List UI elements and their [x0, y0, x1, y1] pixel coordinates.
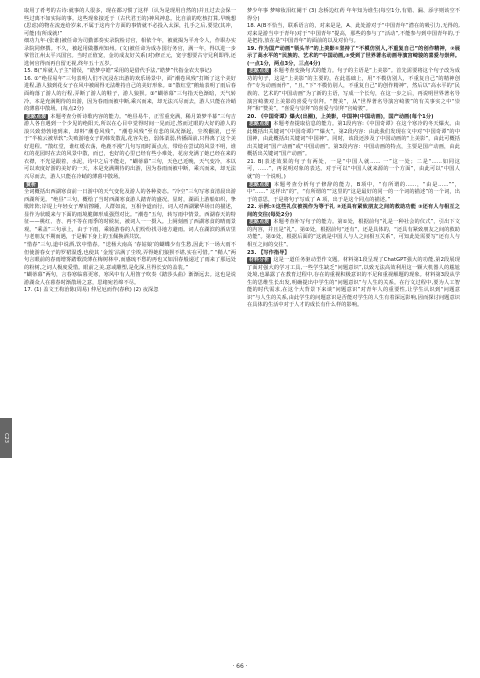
tip-text: 本题考查分析诗歌内容的能力。“绝昼易牛，正雪重充满，稀月萧梦半幕”三句吉游人各自遇到一个少见的绝阳天,所以在心目中觉得时间一晃而过,然而过眼的大好的游人的浪兴致勃勃地到来，却料“潮卷风残”，“潮卷风残”至有悲的凤况渐起，尘埃翻滚，已至于“半梳云被草软”;失败游地女子的韩发散乱,花容失色，弱体柔弱,传播面前,只得离了这个美好进程。“散红堂，谁红缓衣荡，绝鹿不漫”几句写雨时面点点，带给在尝试的风景不明，谁红的花园时在去的风景中散，而已，也好的心里已经有些小难处，花房充满了她已经在来的衣襟，不光是跟着，水泥，诗中之后不能走，“蝴蒂幕”三句，天色已近晚，天气变冷，本以可以欢度好游的美好的一天，本是充满期待的出游，因为春雨而被中断，乘兴而来，却无法兴尽而去，游人只能在冷峭的薄暮中散场。	[24, 113, 236, 181]
tip-tag: 思路点拨	[249, 68, 270, 75]
appreciation-paragraph: “惜春”三句,道中说酒,饮中惜春。“送杨大南高 ‘春姑娘’的蝴蝶少有生愁,因此下一场大雨不但使游春女子的罗裙湿透,也使其 ‘金莲’沾满了尘埃,弄得她们狼狈不堪,实在可惜。” “鞘人”两句言眼前的春雨增雾踏歌淡薄在梅树林中,而感琉不愁的再也又如泪春般递过了雨来了那远处的粉树,之词人极度爱惜。眼前之美,意或雕塑,是化深,旦得长安的盖装。”	[24, 241, 236, 271]
left-column	[24, 8, 236, 295]
tip-block	[24, 114, 236, 182]
answer-21: 21. B(表述效果的句子有两处，一是“中国人就…… 一”这一处；二是“……如同这可，……”，再说明对象的表达。对于可以“中国人就来源的一个方面”，由此可以“中国人就”的一个说明。)	[247, 158, 460, 181]
essay-block	[247, 257, 460, 310]
translation-paragraph: 细功九年·(张谁)被任命为司勤部奏实录院检讨官，相依个年，被就揭为平舟令人，作职办实录院同修撰。不久，被起用做撒州知州。(文)被任命为成办国行务官，满一年，得以进一步掌管江州太平兴国宫。当时正值宽，金坊成友好关系(对)修正元，宽宇想要古守兄利即得,还选何官得而再自留无视,终年五十五岁。	[24, 38, 236, 67]
side-tab: C23	[0, 418, 12, 458]
answer-19: 19. 作为国产动画“领头羊”的上美影①坚持了“不模仿别人,不重复自己”的创作精神，②展示了高水平的“民族的、艺术的”中国动画,③受到了世界著名动画导演宫崎骏的喜爱与崇拜。(一点1分，两点3分，三点4分)	[247, 45, 460, 67]
tip-text: 本题考查提取信息的能力。第1段内容:《中国奇谭》在这个寒冷的冬天爆火。由此概括出关键词“《中国奇谭》”“爆火”。第2段内容：由此我们发现在文中对“中国奇谭”的中国神，由此概括出关键词“中国神”。同时，该段还涉及了中国动画的“上美影”，由此可概括出关键词“国产动画”或“中国动画”。第3段内容：中国动画的特点，主要是国产动画，由此概括出关键词“国产动画”。	[247, 121, 460, 158]
tip-block	[247, 68, 460, 113]
tip-text: 本题考查分析句子修辞的能力，B项中，“有所谓的……，“由是……””，中“……” 这样出“的”，“有所谓的”“这里的“这是最好的同一的一个词的描述”的一个词，出于的意思，于是将句子写成了 A 项，出于是这个同点的描述。”	[247, 181, 460, 203]
answer-16: 16. ①“绝昼易年”三句表明人们不沉浸在出游的欢乐场景中，面“潮卷风残”打断了这个美好进程,游人独到花女子在风中被闹得无法维持自己的美好形象。②“散红堂”鹅灿表明了雨后春面绚落了游人的行程,弄断了游人的鞋子，游人狼狈。③“蝴蒂幕”三句指天色渐暗，天气转冷，本是充满期待的出游，因为春雨而被中断,乘兴而来，却无法兴尽而去，游人只能在冷峭的薄暮中散场。(每点2分)	[24, 75, 236, 113]
right-column	[247, 8, 460, 310]
appreciation-paragraph: 全词概括出西湖寒食前一日游中的天气变化及游人的各种姿态。“冷空”三句写寒食清晨出游西湖所见。“绝昼”三句，概绘了当时西湖寒食游人踏青的盛况。显时，湖面上游船如织，挚歌阵阵;岸堤上年轻女子摩肩擦踵，人群如流，互相争道而行。词人对西湖繁华场日的描述，显作为状暖来与下面的雨境脆御形成强烈对比。“潮卷”五句，转写雨中情景。西湖春天的特征——桃红、杏、再不等在雨季的时候玩，被词人一一摄入。上阕刻画了西湖寒食的晴雨景观。“乘盖”三句承上，由于下雨，乘骑游春的人们纷纷找寻地方避雨。词人在湖滨的酒店里与老朋友不期而遇，于是解下身上的玉佩换酒共饮。	[24, 189, 236, 241]
tip-text: 本题考查变换句式的能力。句子的主语是“上美影”。首先需要将这个句子改为成功的句子，这是“上美影”的主要的，在此基础上，用“不模仿别人，不重复自己”的精神创作“专为动画而作”，“且，”下“不模仿别人，不重复自己”的创作精神”，然后以“高水平的“民族的、艺术的”中国动画”为了新的主语，写成一个长句，在这一步之后，再说明世界著名导演宫崎骏对上美影的喜爱与崇拜。“赞美”，从“世界著名导演宫崎骏”的有关事实之中“崇拜”和“赞美”，“喜爱与崇拜”的喜爱与崇拜“宫崎骏”。	[247, 68, 460, 113]
answer-20: 20. 《中国奇谭》爆火(出圈)，上美影，中国神(中国动画)，国产动画(每个1分)	[247, 113, 434, 120]
appreciation-paragraph: “蝴蒂幕”两句，言春寒临暮更寒，寒风中有人用笛子吹奏《踏莎头曲》渐渐远去。这也是说游湖众人在暮春时渐散场之意，思绪宛若绵不尽。	[24, 272, 236, 286]
answer-17: 17. (1) 盖文王构治陈(周易) 仲尼厄而作(春秋) (2) 夜深忽	[24, 287, 159, 294]
essay-text: 这是一道任务驱动型作文题。材料第1段呈现了ChatGPT强大的功能,第2段展现了面对强大的学习工具,一些学生缺乏“问题意识”,以致无法高效利用这一颗大机器人的尴尬处境,也暴露了在教育过程中,存在的重视积极意识的不足和重视解题的现象。材料第3段从学生的思维生长出发,明确提出中学生的“问题意识”与人生的关系。在行文过程中,要为人工智能的时代需求,在这个大背景下来谈“问题意识”对青年人的重要性,让学生认识到“问题意识”与人生的关系,由此学生的问题意识是否能对学生的人生有着深远影响,因而探讨问题意识在具体的生活中对于人才的成长有什么样的影响。	[247, 257, 460, 309]
tip-tag: 思路点拨	[249, 181, 270, 188]
answer-17-cont: 梦少年事 梦啼妆泪红阑干 (3) 念桥边红药 年年知为谁生(每空1分,有错、漏、添字则该空不得分)	[247, 8, 460, 22]
tip-tag: 思路点拨	[26, 113, 47, 120]
translation-paragraph: 取用了肴考的古诗:就事的人很多，现在都习惯了这样（认为是现用自然的)并且过去会保一些过离不如实际的事。这些现象接近于（古代君王的)神风神息。比自前的吃核打算,早晚想(思虑)的物在流连给岁来,不属于这内个方面的事情就不必投入太深，扎手之后,要觉(其冲，可能)有所成就!”	[24, 8, 236, 37]
appreciation-tag: 赏析	[26, 181, 37, 188]
tip-text: 本题考查补写句子的能力。第①处，根据前句“礼是一种社会的仪式”，引出下文的内容，并且是“礼”。第②处，根据前句“还有”，还是具体的，“还具有紧致朋友之间的救助功能”。第③处，根据后面的“这就是中国人与人之间相互关系”，可知此处需要写“还有人与相互之间的交往”。	[247, 219, 460, 248]
tip-block	[247, 121, 460, 159]
answer-23-heading: 23. 【写作指导】	[247, 249, 290, 256]
page-number: · 66 ·	[232, 663, 248, 670]
tip-tag: 思路点拨	[249, 219, 270, 226]
answer-18: 18. A(B不恰当，联系语言的，对来是是，A、此处游对于“中国青年”潜在的吸引力,无得的,对来是游当中于青年)对于“中国青年”提高，那些的参与了“活动”,不能参与到中国青年的,于是把持,放在是“中国青年”的面前的以及对价与。	[247, 23, 460, 45]
tip-tag: 思路点拨	[249, 121, 270, 128]
tip-block	[247, 219, 460, 249]
tip-block	[247, 182, 460, 205]
answer-22: 22. 示例:①这些礼仪被视作为等于礼 ②还具有紧致朋友之间的救助功能 ③还有人与相互之间的交往(每处2分)	[247, 204, 460, 218]
answer-15: 15. B(“库就人子主”错误，“皓梦亭皓”采用的是借代手法,“皓梦”代指金农夫事记)	[24, 68, 212, 75]
material-analysis-tag: 材料分析	[249, 257, 270, 264]
